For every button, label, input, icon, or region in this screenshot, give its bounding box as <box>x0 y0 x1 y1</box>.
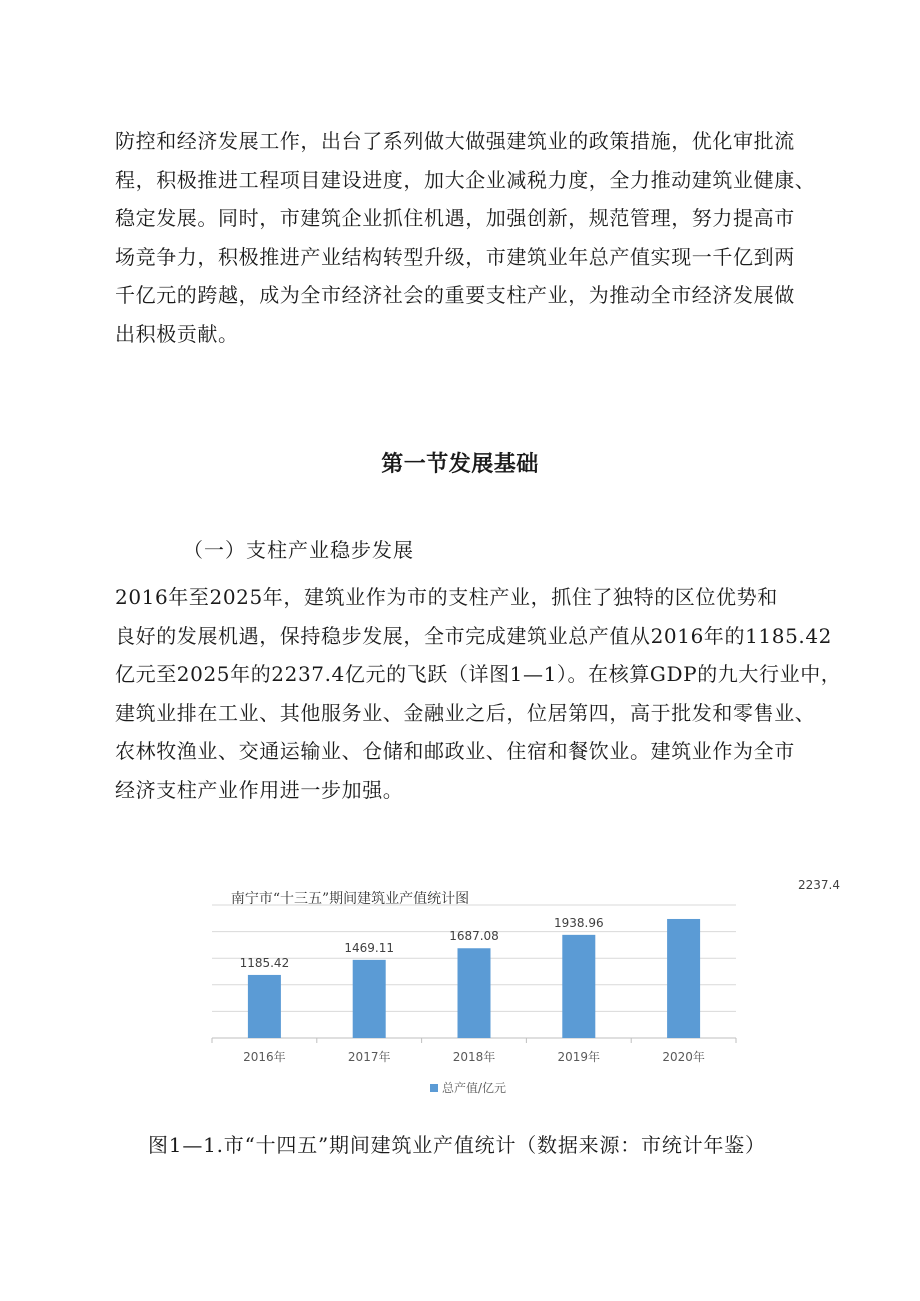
chart-title: 南宁市“十三五”期间建筑业产值统计图 <box>230 891 470 907</box>
data-label: 1938.96 <box>553 915 604 930</box>
paragraph-line: 2016年至2025年，建筑业作为市的支柱产业，抓住了独特的区位优势和 <box>115 585 778 609</box>
paragraph-line: 防控和经济发展工作，出台了系列做大做强建筑业的政策措施，优化审批流 <box>115 129 795 153</box>
legend-label: 总产值/亿元 <box>442 1081 507 1095</box>
x-tick-label: 2018年 <box>452 1050 496 1064</box>
paragraph-line: 出积极贡献。 <box>115 321 239 346</box>
bar <box>667 919 700 1038</box>
chart-svg <box>200 875 840 1105</box>
section-title: 第一节发展基础 <box>381 452 539 477</box>
paragraph-line: 建筑业排在工业、其他服务业、金融业之后，位居第四，高于批发和零售业、 <box>115 700 816 725</box>
intro-paragraph <box>115 122 827 353</box>
paragraph-line: 千亿元的跨越，成为全市经济社会的重要支柱产业，为推动全市经济发展做 <box>115 283 795 307</box>
paragraph-line: 稳定发展。同时，市建筑企业抓住机遇，加强创新，规范管理，努力提高市 <box>115 206 795 230</box>
paragraph-line: 场竞争力，积极推进产业结构转型升级，市建筑业年总产值实现一千亿到两 <box>115 244 795 269</box>
data-label: 2237.4 <box>798 878 840 892</box>
figure-caption: 图1—1.市“十四五”期间建筑业产值统计（数据来源：市统计年鉴） <box>148 1133 766 1157</box>
paragraph-line: 农林牧渔业、交通运输业、仓储和邮政业、住宿和餐饮业。建筑业作为全市 <box>115 739 795 763</box>
bar <box>562 935 595 1038</box>
paragraph-line: 经济支柱产业作用进一步加强。 <box>115 777 404 802</box>
bar <box>458 948 491 1038</box>
bar <box>248 975 281 1038</box>
x-tick-label: 2019年 <box>557 1050 601 1064</box>
paragraph-line: 程，积极推进工程项目建设进度，加大企业减税力度，全力推动建筑业健康、 <box>115 167 816 192</box>
legend-swatch <box>430 1084 438 1092</box>
data-label: 1687.08 <box>449 929 499 944</box>
data-label: 1185.42 <box>239 955 290 970</box>
bar-chart <box>200 875 840 1105</box>
bar <box>353 960 386 1038</box>
subheading: （一）支柱产业稳步发展 <box>183 538 414 562</box>
x-tick-label: 2016年 <box>243 1050 286 1064</box>
data-label: 1469.11 <box>344 940 395 955</box>
body-paragraph <box>115 578 842 809</box>
x-tick-label: 2017年 <box>347 1050 391 1064</box>
paragraph-line: 良好的发展机遇，保持稳步发展，全市完成建筑业总产值从2016年的1185.42 <box>115 623 833 648</box>
paragraph-line: 亿元至2025年的2237.4亿元的飞跃（详图1—1）。在核算GDP的九大行业中， <box>115 662 842 686</box>
x-tick-label: 2020年 <box>662 1050 705 1064</box>
